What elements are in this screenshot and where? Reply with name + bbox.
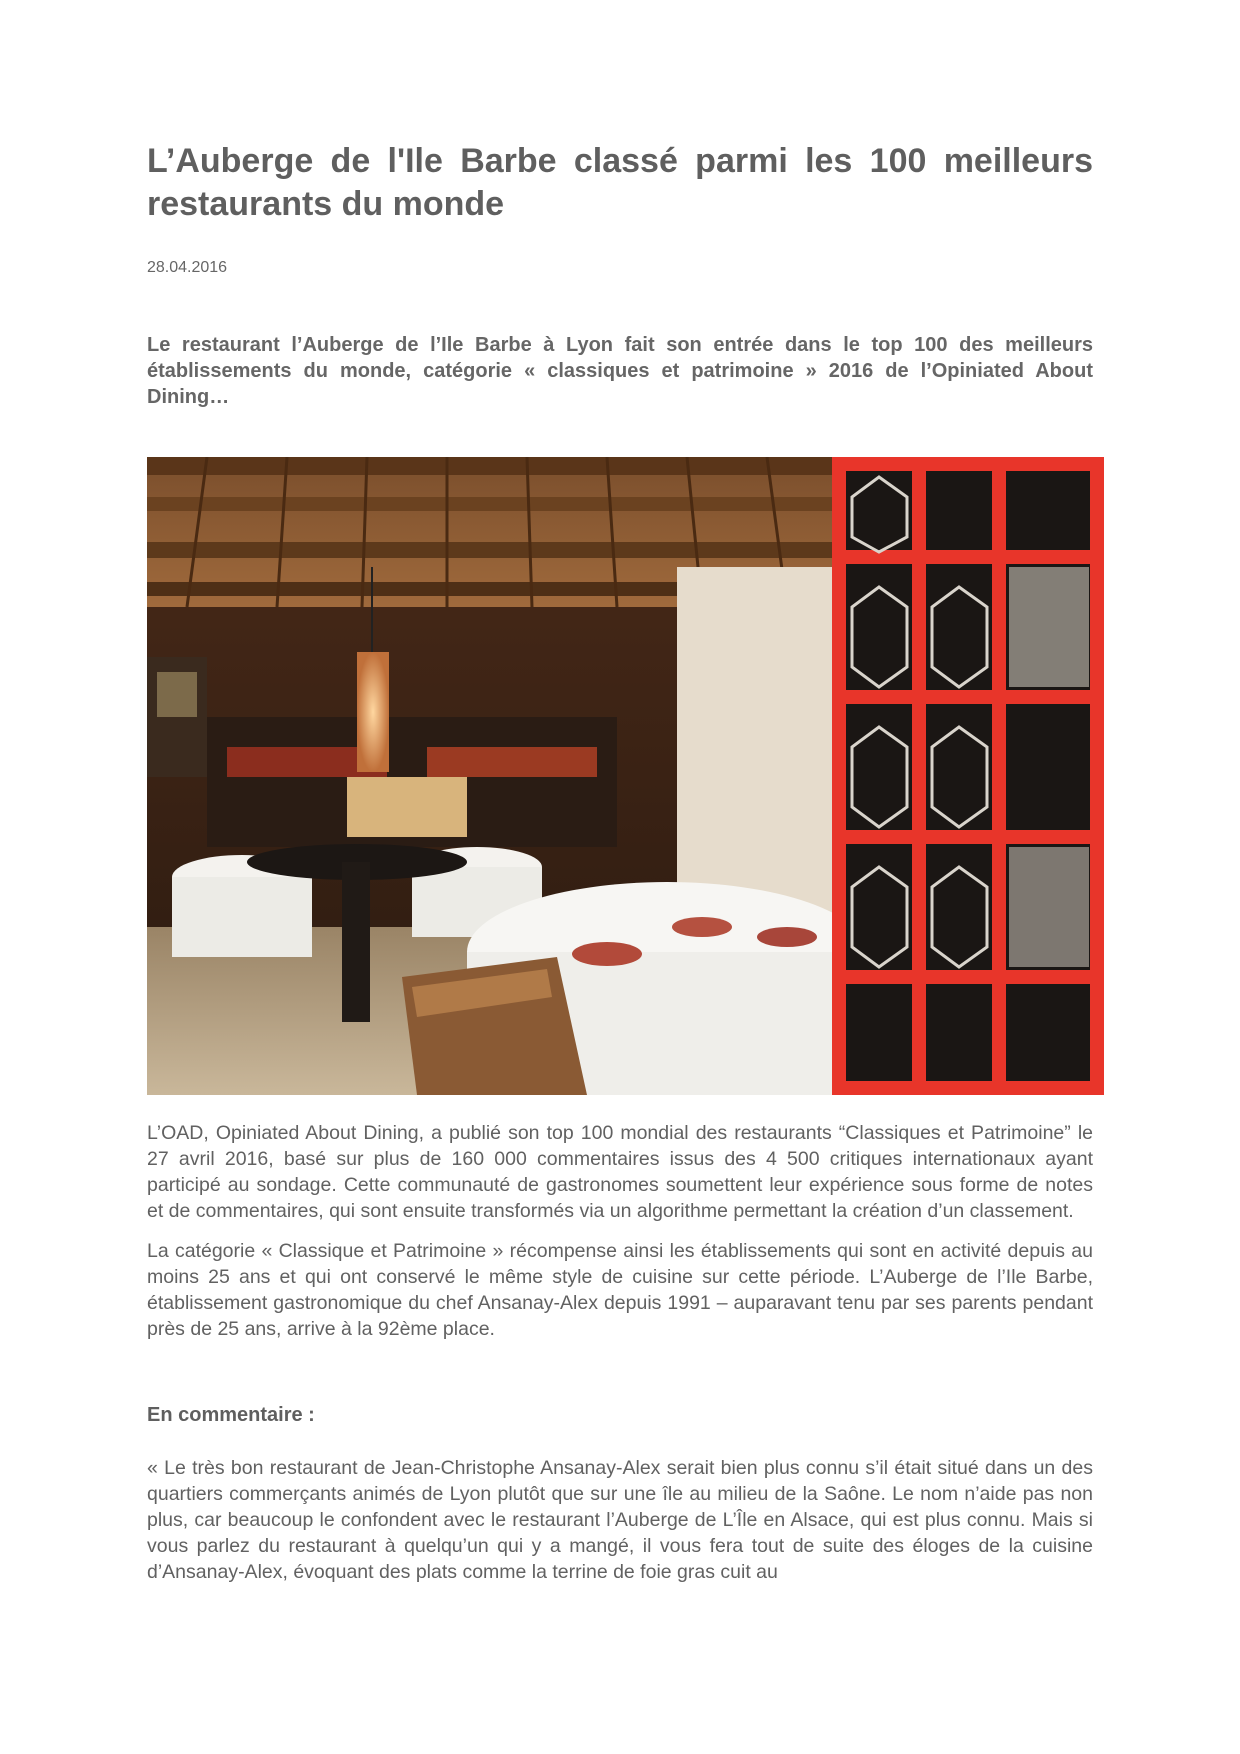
article-lede: Le restaurant l’Auberge de l’Ile Barbe à Lyon fait son entrée dans le top 100 des meilleurs établissements du monde, catégorie « classiques et patrimoine » 2016 de l’Opiniated About Dining… — [147, 334, 1093, 408]
restaurant-dining-room-photo — [147, 457, 1104, 1095]
paragraph-2: La catégorie « Classique et Patrimoine » récompense ainsi les établissements qui sont en activité depuis au moins 25 ans et qui ont conservé le même style de cuisine sur cette période. L’Auberge de l’Ile Barbe, établissement gastronomique du chef Ansanay-Alex depuis 1991 – auparavant tenu par ses parents pendant près de 25 ans, arrive à la 92ème place. — [147, 1240, 1093, 1340]
article-date: 28.04.2016 — [147, 259, 228, 276]
article-title: L’Auberge de l'Ile Barbe classé parmi les 100 meilleurs restaurants du monde — [147, 142, 1093, 223]
comment-subheading: En commentaire : — [147, 1404, 315, 1426]
paragraph-1: L’OAD, Opiniated About Dining, a publié son top 100 mondial des restaurants “Classiques et Patrimoine” le 27 avril 2016, basé sur plus de 160 000 commentaires issus des 4 500 critiques internationaux ayant participé au sondage. Cette communauté de gastronomes soumettent leur expérience sous forme de notes et de commentaires, qui sont ensuite transformés via un algorithme permettant la création d’un classement. — [147, 1122, 1093, 1222]
paragraph-3: « Le très bon restaurant de Jean-Christophe Ansanay-Alex serait bien plus connu s’il était situé dans un des quartiers commerçants animés de Lyon plutôt que sur une île au milieu de la Saône. Le nom n’aide pas non plus, car beaucoup le confondent avec le restaurant l’Auberge de L’Île en Alsace, qui est plus connu. Mais si vous parlez du restaurant à quelqu’un qui y a mangé, il vous fera tout de suite des éloges de la cuisine d’Ansanay-Alex, évoquant des plats comme la terrine de foie gras cuit au — [147, 1457, 1093, 1583]
article-body — [147, 1120, 1093, 1585]
article-header — [147, 140, 1093, 410]
